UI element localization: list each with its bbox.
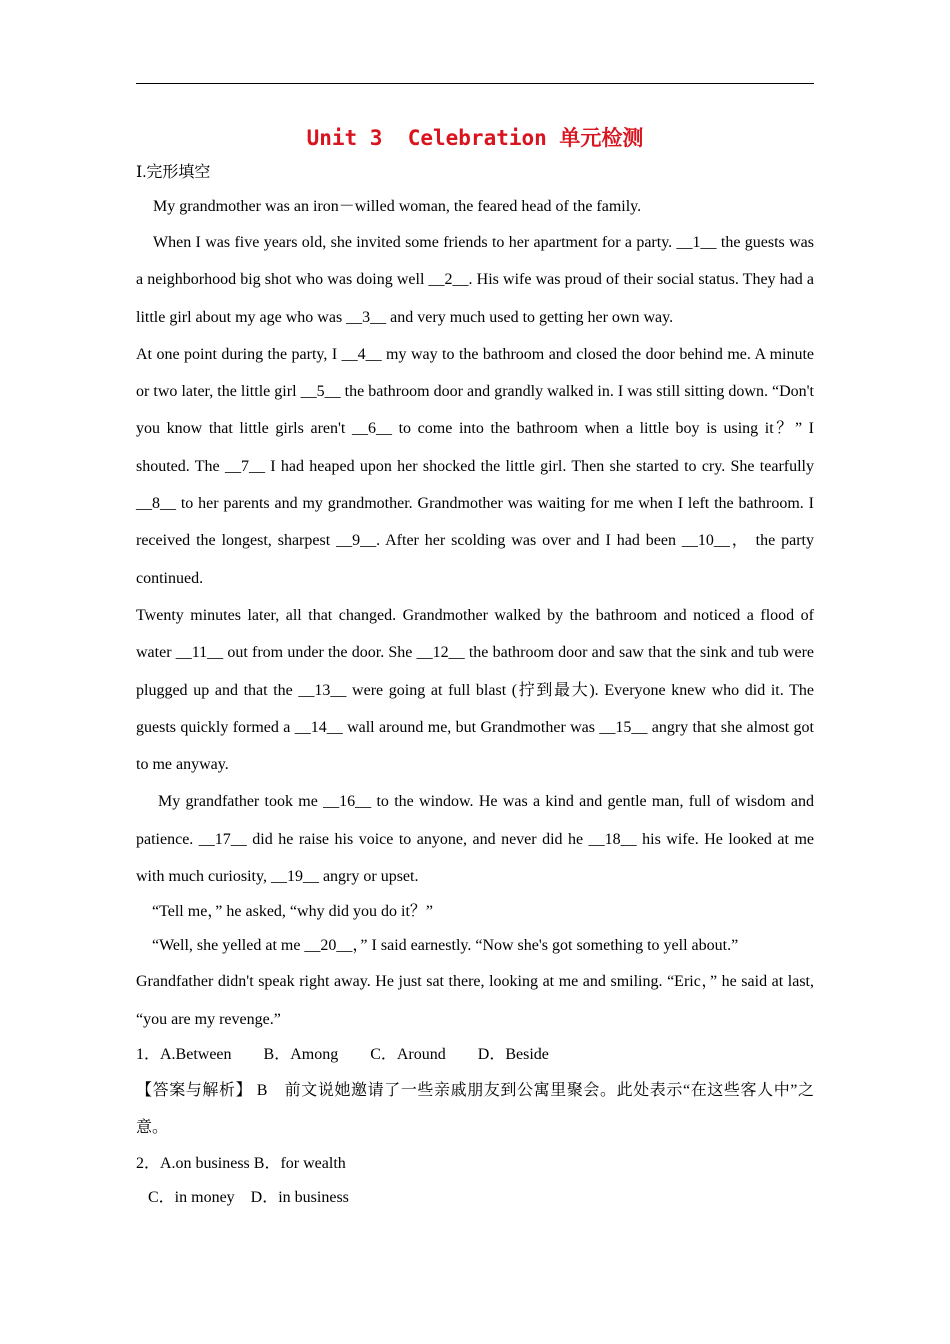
section-heading: Ⅰ.完形填空 — [136, 164, 211, 181]
question-1-options: 1．A.Between B．Among C．Around D．Beside — [136, 1045, 549, 1063]
passage-paragraph-5: My grandfather took me __16__ to the window. He was a kind and gentle man, full of wisdom and patience. __17__ did he raise his voice to anyone, and never did he __18__ his wife. He looked at me with much curiosity, __19__ angry or upset. — [136, 793, 814, 886]
document-body — [136, 156, 814, 1215]
question-2-options-continued: C．in money D．in business — [148, 1188, 349, 1206]
passage-paragraph-8: Grandfather didn't speak right away. He just sat there, looking at me and smiling. “Eric，” he said at last, “you are my revenge.” — [136, 973, 814, 1028]
passage-paragraph-3: At one point during the party, I __4__ my way to the bathroom and closed the door behind me. A minute or two later, the little girl __5__ the bathroom door and grandly walked in. I was still sitting down. “Don't you know that little girls aren't __6__ to come into the bathroom when a little boy is using it？” I shouted. The __7__ I had heaped upon her shocked the little girl. Then she started to cry. She tearfully __8__ to her parents and my grandmother. Grandmother was waiting for me when I left the bathroom. I received the longest, sharpest __9__. After her scolding was over and I had been __10__， the party continued. — [136, 345, 814, 587]
passage-paragraph-1: My grandmother was an iron－willed woman, the feared head of the family. — [153, 198, 642, 215]
passage-paragraph-4: Twenty minutes later, all that changed. Grandmother walked by the bathroom and noticed a flood of water __11__ out from under the door. She __12__ the bathroom door and saw that the sink and tub were plugged up and that the __13__ were going at full blast (拧到最大). Everyone knew who did it. The guests quickly formed a __14__ wall around me, but Grandmother was __15__ angry that she almost got to me anyway. — [136, 606, 814, 774]
header-rule — [136, 83, 814, 84]
passage-paragraph-7: “Well, she yelled at me __20__，” I said earnestly. “Now she's got something to yell about.” — [152, 937, 739, 955]
page-title: Unit 3 Celebration 单元检测 — [306, 126, 644, 150]
passage-paragraph-6: “Tell me，” he asked, “why did you do it？” — [152, 903, 434, 921]
question-1-answer: 【答案与解析】 B 前文说她邀请了一些亲戚朋友到公寓里聚会。此处表示“在这些客人中”之意。 — [136, 1081, 814, 1137]
question-2-options: 2．A.on business B．for wealth — [136, 1154, 346, 1172]
passage-paragraph-2: When I was five years old, she invited some friends to her apartment for a party. __1__ the guests was a neighborhood big shot who was doing well __2__. His wife was proud of their social status. They had a little girl about my age who was __3__ and very much used to getting her own way. — [136, 234, 814, 326]
